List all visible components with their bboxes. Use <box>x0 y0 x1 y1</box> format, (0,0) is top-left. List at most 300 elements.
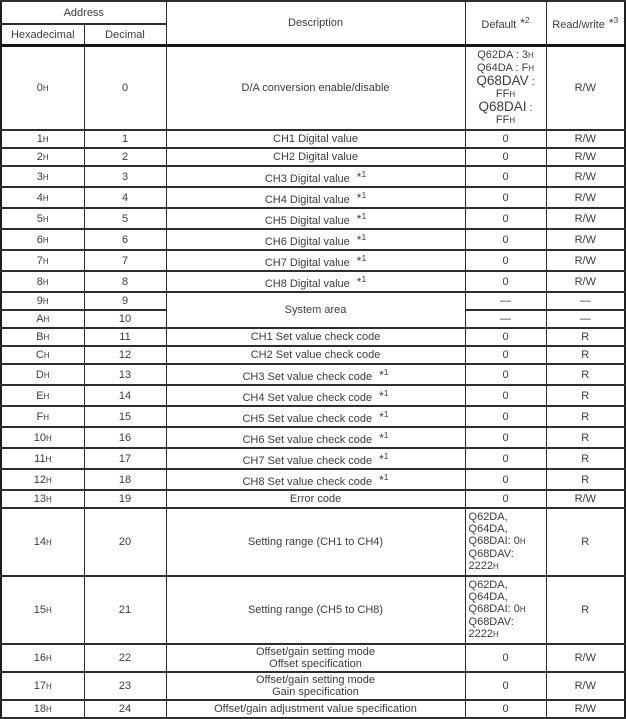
table-row <box>1 448 625 469</box>
dec-value: 22 <box>118 652 132 664</box>
address-dec-cell <box>84 364 166 385</box>
default-segment: : FF <box>495 76 535 100</box>
readwrite-cell <box>546 166 625 187</box>
table-row <box>1 364 625 385</box>
description-cell <box>166 700 465 718</box>
col-header-decimal: Decimal <box>84 24 166 46</box>
note-number: 2 <box>524 15 530 25</box>
address-hex-cell <box>1 508 84 576</box>
readwrite-cell <box>546 448 625 469</box>
note-asterisk: * <box>379 410 384 424</box>
hex-value: 0 <box>36 82 43 94</box>
readwrite-cell <box>546 187 625 208</box>
default-segment: 0 <box>502 431 509 444</box>
description-cell <box>166 46 465 131</box>
default-segment: — <box>500 295 512 307</box>
address-hex-cell <box>1 490 84 508</box>
default-line <box>468 151 544 163</box>
readwrite-value: R/W <box>574 254 596 267</box>
description-cell <box>166 148 465 166</box>
dec-value: 3 <box>121 170 129 183</box>
default-cell <box>465 292 546 310</box>
default-segment: H <box>509 90 516 99</box>
default-segment: 0 <box>502 233 509 246</box>
default-line <box>468 295 544 307</box>
address-dec-cell <box>84 166 166 187</box>
hex-value: 5 <box>36 212 43 225</box>
default-segment: : FF <box>495 102 533 126</box>
hex-value: 7 <box>36 254 43 267</box>
dec-value: 4 <box>121 191 129 204</box>
hex-value: 14 <box>33 536 46 548</box>
hex-value: 8 <box>36 275 43 288</box>
hex-suffix: H <box>45 454 52 464</box>
default-segment: H <box>528 51 534 60</box>
hex-value: F <box>36 410 44 423</box>
description-cell <box>166 364 465 385</box>
note-number: 1 <box>361 232 367 242</box>
description-cell <box>166 346 465 364</box>
default-segment: Q62DA, Q64DA, <box>468 579 508 603</box>
description-line <box>169 133 463 145</box>
hex-suffix: H <box>45 475 52 485</box>
dec-value: 19 <box>118 493 132 505</box>
default-cell <box>465 427 546 448</box>
note-asterisk: * <box>379 452 384 466</box>
default-segment: H <box>528 64 535 73</box>
default-cell <box>465 250 546 271</box>
table-row <box>1 508 625 576</box>
default-cell <box>465 644 546 672</box>
description-line <box>169 408 463 425</box>
default-segment: 0 <box>502 331 509 343</box>
hex-value: 4 <box>36 191 43 204</box>
description-line <box>169 703 463 715</box>
readwrite-value: R <box>581 431 590 444</box>
default-line <box>469 511 544 535</box>
readwrite-value: R <box>581 536 590 548</box>
readwrite-value: — <box>579 313 591 325</box>
address-dec-cell <box>84 328 166 346</box>
default-segment: 0 <box>502 191 509 204</box>
hex-suffix: H <box>42 135 49 144</box>
description-line <box>169 366 463 383</box>
description-line <box>169 231 463 248</box>
readwrite-value: R/W <box>574 82 596 94</box>
table-row <box>1 427 625 448</box>
table-row <box>1 328 625 346</box>
description-cell <box>166 130 465 148</box>
description-line <box>169 429 463 446</box>
dec-value: 16 <box>118 431 132 444</box>
default-segment: 0 <box>502 254 509 267</box>
default-cell <box>465 148 546 166</box>
default-cell <box>465 328 546 346</box>
default-segment: Q62DA, Q64DA, <box>468 511 508 535</box>
readwrite-value: R <box>581 389 590 402</box>
description-text: CH5 Digital value <box>264 215 350 227</box>
dec-value: 2 <box>121 151 129 163</box>
readwrite-value: R/W <box>574 703 596 715</box>
address-dec-cell <box>84 187 166 208</box>
description-cell <box>166 644 465 672</box>
dec-value: 5 <box>121 212 129 225</box>
dec-value: 15 <box>118 410 132 423</box>
note-asterisk: * <box>379 473 384 487</box>
default-line <box>469 548 544 573</box>
address-hex-cell <box>1 644 84 672</box>
table-row <box>1 187 625 208</box>
description-text: CH6 Digital value <box>264 236 350 248</box>
description-text: CH1 Set value check code <box>250 331 381 343</box>
address-hex-cell <box>1 328 84 346</box>
description-line <box>169 304 463 316</box>
default-segment: 0 <box>502 680 509 692</box>
note-number: 1 <box>383 367 389 377</box>
hex-value: B <box>36 331 44 343</box>
hex-value: 17 <box>33 680 46 692</box>
readwrite-cell <box>546 46 625 131</box>
dec-value: 10 <box>118 313 132 325</box>
default-cell <box>465 700 546 718</box>
default-segment: Q68DAI: 0 <box>468 535 520 547</box>
hex-suffix: H <box>45 705 52 714</box>
address-hex-cell <box>1 208 84 229</box>
address-dec-cell <box>84 229 166 250</box>
default-segment: 0 <box>502 452 509 465</box>
hex-value: A <box>36 313 44 325</box>
readwrite-cell <box>546 364 625 385</box>
default-line <box>469 603 544 616</box>
default-line <box>468 349 544 361</box>
address-hex-cell <box>1 346 84 364</box>
address-dec-cell <box>84 46 166 131</box>
note-number: 1 <box>383 388 389 398</box>
description-text: CH2 Digital value <box>273 151 358 163</box>
readwrite-cell <box>546 385 625 406</box>
address-dec-cell <box>84 385 166 406</box>
readwrite-value: R <box>581 473 590 486</box>
note-number: 1 <box>361 274 367 284</box>
default-line <box>469 616 544 641</box>
note-asterisk: * <box>356 233 362 247</box>
hex-value: 13 <box>33 493 46 505</box>
dec-value: 18 <box>118 473 132 486</box>
description-line <box>169 387 463 404</box>
address-hex-cell <box>1 364 84 385</box>
default-line <box>468 652 544 664</box>
readwrite-value: R/W <box>574 170 596 183</box>
col-header-description: Description <box>166 1 465 46</box>
description-cell <box>166 187 465 208</box>
address-hex-cell <box>1 250 84 271</box>
note-number: 1 <box>383 409 389 419</box>
default-segment: 0 <box>502 410 509 423</box>
dec-value: 20 <box>118 536 132 548</box>
address-hex-cell <box>1 310 84 328</box>
hex-value: E <box>36 389 44 402</box>
readwrite-cell <box>546 250 625 271</box>
default-segment: Q68DAV: 2222 <box>468 616 514 640</box>
default-cell <box>465 208 546 229</box>
table-row <box>1 490 625 508</box>
default-segment: 0 <box>502 133 509 145</box>
description-line <box>169 82 463 94</box>
address-hex-cell <box>1 187 84 208</box>
note-number: 1 <box>383 451 389 461</box>
default-line <box>468 369 544 381</box>
default-line <box>468 192 544 204</box>
readwrite-value: R/W <box>574 493 596 505</box>
default-cell <box>465 346 546 364</box>
dec-value: 7 <box>121 254 129 267</box>
hex-suffix: H <box>42 172 49 182</box>
note-asterisk: * <box>356 254 362 268</box>
hex-suffix: H <box>43 412 49 422</box>
description-text: Offset/gain setting mode <box>255 646 376 658</box>
default-line <box>468 390 544 402</box>
readwrite-cell <box>546 130 625 148</box>
default-segment: 0 <box>502 703 509 715</box>
description-line <box>169 674 463 686</box>
hex-suffix: H <box>42 297 49 306</box>
note-asterisk: * <box>356 191 362 205</box>
description-text: CH4 Digital value <box>264 194 350 206</box>
default-line <box>468 432 544 444</box>
table-body <box>1 46 625 719</box>
note-asterisk: * <box>356 170 362 184</box>
readwrite-cell <box>546 271 625 292</box>
hex-suffix: H <box>43 315 50 324</box>
col-header-hexadecimal: Hexadecimal <box>1 24 84 46</box>
address-dec-cell <box>84 576 166 644</box>
table-row <box>1 46 625 131</box>
default-segment: Q62DA : 3 <box>477 49 528 61</box>
default-segment: 0 <box>502 170 509 183</box>
default-segment: 0 <box>502 389 509 402</box>
readwrite-cell <box>546 700 625 718</box>
description-line <box>169 210 463 227</box>
description-cell <box>166 208 465 229</box>
hex-value: 11 <box>34 452 46 465</box>
table-row <box>1 292 625 310</box>
note-number: 1 <box>361 169 367 179</box>
hex-value: 18 <box>33 703 46 715</box>
readwrite-value: R/W <box>574 652 596 664</box>
table-row <box>1 385 625 406</box>
dec-value: 1 <box>121 133 129 145</box>
default-cell <box>465 448 546 469</box>
readwrite-value: R/W <box>574 191 596 204</box>
address-dec-cell <box>84 292 166 310</box>
note-asterisk: * <box>379 431 384 445</box>
default-segment: 0 <box>502 349 509 361</box>
description-line <box>169 493 463 505</box>
hex-value: 12 <box>33 473 46 486</box>
default-segment: H <box>509 116 516 125</box>
hex-value: 16 <box>33 652 46 664</box>
readwrite-cell <box>546 292 625 310</box>
readwrite-cell <box>546 208 625 229</box>
default-line <box>468 276 544 288</box>
address-hex-cell <box>1 448 84 469</box>
hex-value: 10 <box>33 431 46 444</box>
table-row <box>1 700 625 718</box>
address-hex-cell <box>1 271 84 292</box>
address-hex-cell <box>1 700 84 718</box>
description-text: CH4 Set value check code <box>242 392 373 404</box>
description-line <box>169 331 463 343</box>
table-row <box>1 672 625 700</box>
default-segment: Q68DAV <box>476 73 529 88</box>
hex-value: 3 <box>36 170 43 183</box>
note-number: 1 <box>383 472 389 482</box>
address-dec-cell <box>84 469 166 490</box>
address-hex-cell <box>1 406 84 427</box>
readwrite-cell <box>546 508 625 576</box>
description-text: System area <box>284 304 347 316</box>
address-dec-cell <box>84 644 166 672</box>
default-line <box>468 680 544 692</box>
readwrite-value: R/W <box>574 233 596 246</box>
description-cell <box>166 292 465 328</box>
description-text: CH1 Digital value <box>273 133 358 145</box>
hex-value: 15 <box>33 604 46 616</box>
description-line <box>169 658 463 670</box>
table-row <box>1 250 625 271</box>
table-row <box>1 130 625 148</box>
dec-value: 13 <box>118 368 132 381</box>
description-text: Setting range (CH5 to CH8) <box>247 604 384 616</box>
address-hex-cell <box>1 130 84 148</box>
col-header-readwrite: Read/write *$^3$ <box>546 1 625 46</box>
default-line <box>468 234 544 246</box>
readwrite-value: R <box>581 349 590 361</box>
address-dec-cell <box>84 406 166 427</box>
description-text: CH6 Set value check code <box>242 434 373 446</box>
description-cell <box>166 229 465 250</box>
description-line <box>169 604 463 616</box>
description-cell <box>166 166 465 187</box>
default-line <box>468 474 544 486</box>
note-number: 1 <box>383 430 389 440</box>
readwrite-cell <box>546 576 625 644</box>
dec-value: 8 <box>121 275 129 288</box>
address-hex-cell <box>1 148 84 166</box>
readwrite-cell <box>546 427 625 448</box>
default-line <box>468 493 544 505</box>
hex-suffix: H <box>45 433 52 443</box>
default-segment: 0 <box>502 212 509 225</box>
description-line <box>169 646 463 658</box>
default-line <box>468 133 544 145</box>
table-header <box>1 1 625 46</box>
hex-suffix: H <box>42 214 49 224</box>
default-segment: H <box>493 562 499 571</box>
readwrite-cell <box>546 328 625 346</box>
table-row <box>1 576 625 644</box>
description-line <box>169 252 463 269</box>
description-cell <box>166 469 465 490</box>
col-header-address: Address <box>1 1 166 24</box>
readwrite-value: R/W <box>574 275 596 288</box>
readwrite-cell <box>546 672 625 700</box>
note-number: 1 <box>361 211 367 221</box>
description-cell <box>166 576 465 644</box>
default-cell <box>465 130 546 148</box>
default-cell <box>465 229 546 250</box>
readwrite-value: R/W <box>574 133 596 145</box>
table-row <box>1 271 625 292</box>
description-text: CH3 Set value check code <box>242 371 373 383</box>
dec-value: 12 <box>118 349 132 361</box>
default-segment: H <box>493 630 499 639</box>
address-hex-cell <box>1 292 84 310</box>
address-hex-cell <box>1 46 84 131</box>
description-cell <box>166 385 465 406</box>
default-cell <box>465 364 546 385</box>
dec-value: 14 <box>118 389 132 402</box>
default-line <box>468 411 544 423</box>
description-text: CH8 Set value check code <box>242 476 373 488</box>
readwrite-value: R <box>581 331 590 343</box>
table-row <box>1 166 625 187</box>
default-line <box>468 331 544 343</box>
default-cell <box>465 490 546 508</box>
address-dec-cell <box>84 672 166 700</box>
default-line <box>468 101 544 127</box>
description-cell <box>166 250 465 271</box>
readwrite-cell <box>546 490 625 508</box>
default-line <box>468 703 544 715</box>
default-segment: 0 <box>502 473 509 486</box>
hex-suffix: H <box>42 84 49 93</box>
default-cell <box>465 508 546 576</box>
address-hex-cell <box>1 229 84 250</box>
hex-value: C <box>35 349 44 361</box>
description-text: CH3 Digital value <box>264 173 350 185</box>
address-hex-cell <box>1 672 84 700</box>
address-dec-cell <box>84 130 166 148</box>
default-segment: Q68DAI: 0 <box>468 603 520 615</box>
readwrite-cell <box>546 229 625 250</box>
address-dec-cell <box>84 271 166 292</box>
col-header-default: Default *$^2$ <box>465 1 546 46</box>
hex-suffix: H <box>45 495 52 504</box>
default-line <box>468 313 544 325</box>
hex-suffix: H <box>43 391 50 401</box>
readwrite-cell <box>546 148 625 166</box>
description-cell <box>166 672 465 700</box>
default-cell <box>465 166 546 187</box>
description-text: CH5 Set value check code <box>242 413 373 425</box>
dec-value: 9 <box>121 295 129 307</box>
default-segment: H <box>519 605 526 614</box>
address-dec-cell <box>84 700 166 718</box>
dec-value: 21 <box>118 604 132 616</box>
description-cell <box>166 328 465 346</box>
description-text: CH2 Set value check code <box>250 349 381 361</box>
description-text: Offset/gain adjustment value specification <box>214 703 417 715</box>
readwrite-value: R <box>581 368 590 381</box>
description-text: CH8 Digital value <box>264 278 350 290</box>
default-cell <box>465 46 546 131</box>
default-cell <box>465 187 546 208</box>
default-cell <box>465 406 546 427</box>
hex-suffix: H <box>42 193 49 203</box>
address-dec-cell <box>84 490 166 508</box>
default-segment: 0 <box>502 275 509 288</box>
